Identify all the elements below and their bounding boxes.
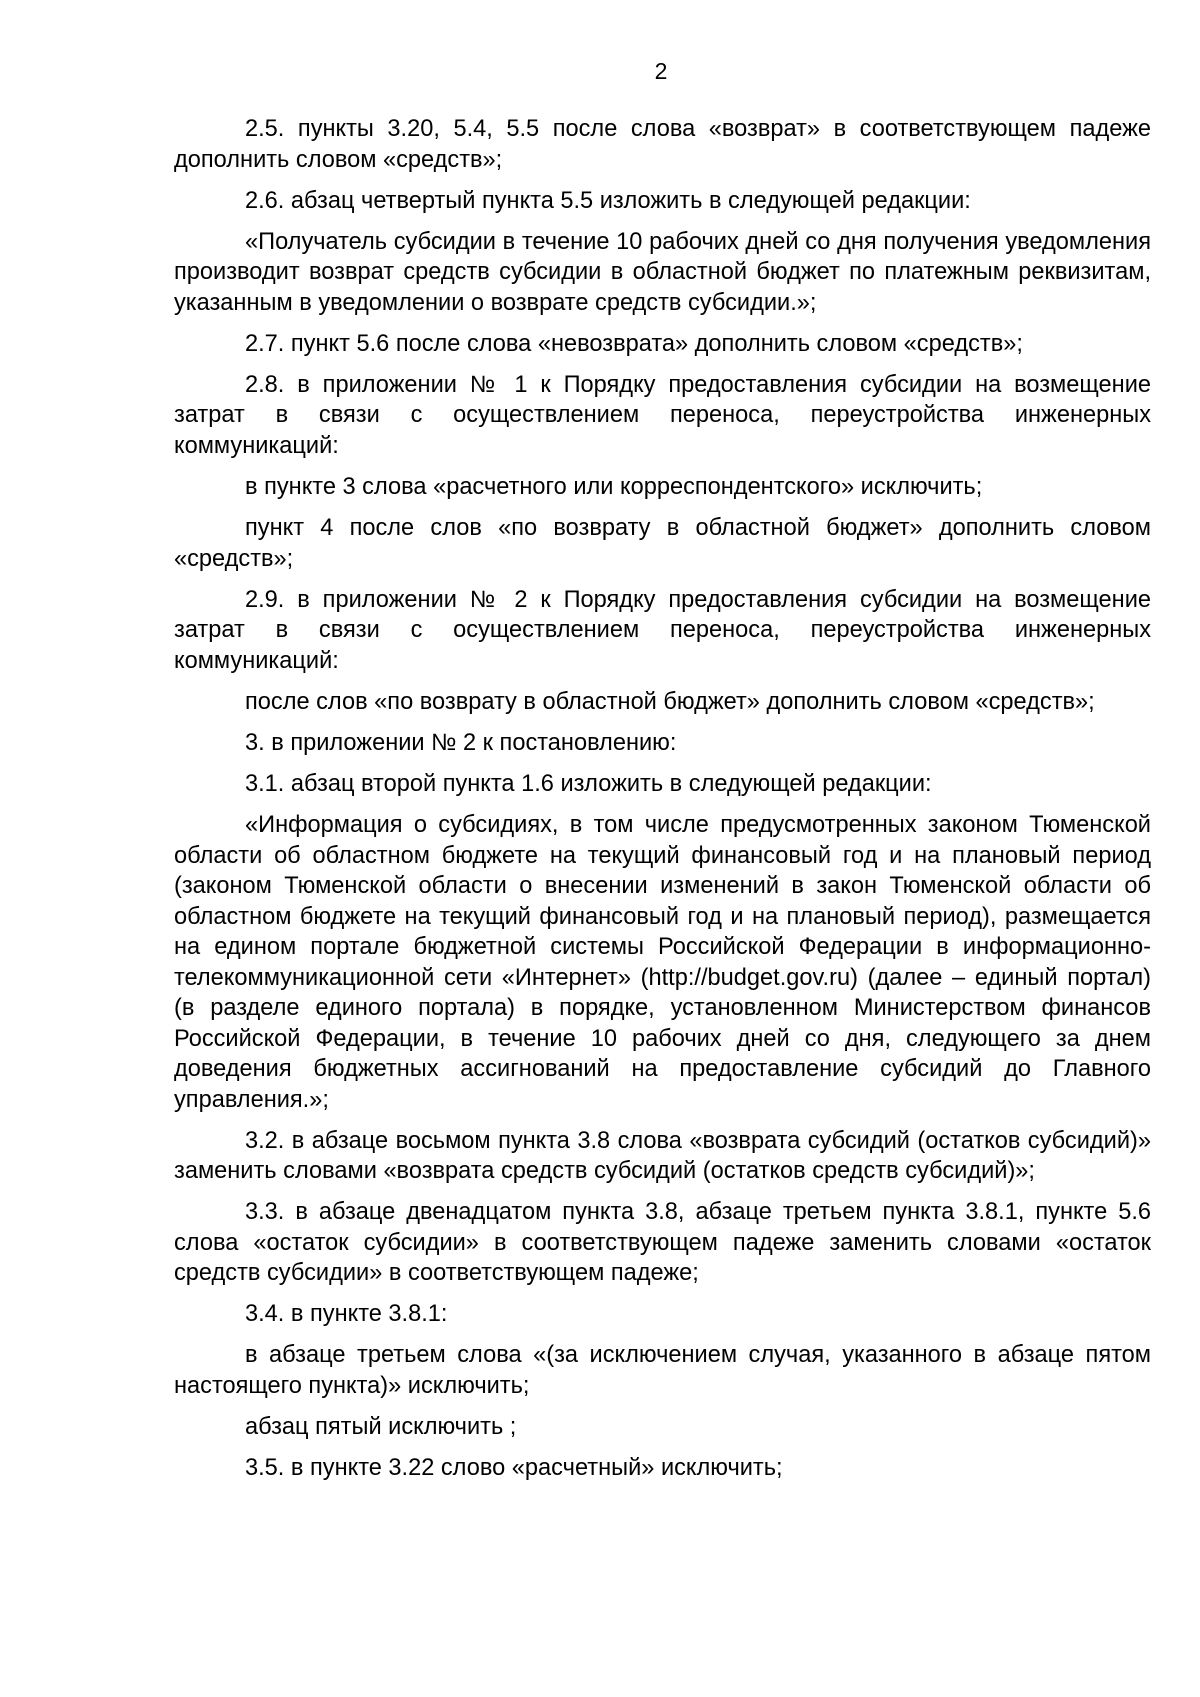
paragraph-3-4-abzac-5: абзац пятый исключить ;	[245, 1414, 517, 1440]
paragraph-2-6: 2.6. абзац четвертый пункта 5.5 изложить в следующей редакции:	[245, 187, 971, 214]
paragraph-3-4: 3.4. в пункте 3.8.1:	[245, 1301, 448, 1328]
paragraph-3-1-quote: «Информация о субсидиях, в том числе предусмотренных законом Тюменской области об областном бюджете на текущий финансовый год и на плановый период (законом Тюменской области о внесении изменений в закон Тюменской области об областном бюджете на текущий финансовый год и на плановый период), размещается на едином портале бюджетной системы Российской Федерации в информационно-телекоммуникационной сети «Интернет» (http://budget.gov.ru) (далее – единый портал) (в разделе единого портала) в порядке, установленном Министерством финансов Российской Федерации, в течение 10 рабочих дней со дня, следующего за днем доведения бюджетных ассигнований на предоставление субсидий до Главного управления.»;	[174, 812, 1151, 1113]
paragraph-2-8-item-3: в пункте 3 слова «расчетного или корреспондентского» исключить;	[245, 473, 983, 500]
document-body	[174, 114, 1151, 1484]
paragraph-3-5: 3.5. в пункте 3.22 слово «расчетный» исключить;	[245, 1455, 783, 1482]
paragraph-2-5: 2.5. пункты 3.20, 5.4, 5.5 после слова «возврат» в соответствующем падеже дополнить словом «средств»;	[174, 116, 1151, 173]
paragraph-2-8: 2.8. в приложении № 1 к Порядку предоставления субсидии на возмещение затрат в связи с осуществлением переноса, переустройства инженерных коммуникаций:	[174, 371, 1151, 459]
paragraph-3-3: 3.3. в абзаце двенадцатом пункта 3.8, абзаце третьем пункта 3.8.1, пункте 5.6 слова «остаток субсидии» в соответствующем падеже заменить словами «остаток средств субсидии» в соответствующем падеже;	[174, 1199, 1151, 1287]
paragraph-3-1: 3.1. абзац второй пункта 1.6 изложить в следующей редакции:	[245, 770, 932, 797]
page-number: 2	[654, 58, 668, 84]
paragraph-2-6-quote: «Получатель субсидии в течение 10 рабочих дней со дня получения уведомления производит возврат средств субсидии в областной бюджет по платежным реквизитам, указанным в уведомлении о возврате средств субсидии.»;	[174, 228, 1151, 316]
paragraph-2-8-item-4: пункт 4 после слов «по возврату в областной бюджет» дополнить словом «средств»;	[174, 515, 1151, 572]
paragraph-3-4-abzac-3: в абзаце третьем слова «(за исключением случая, указанного в абзаце пятом настоящего пункта)» исключить;	[174, 1342, 1151, 1399]
paragraph-3: 3. в приложении № 2 к постановлению:	[245, 729, 677, 756]
paragraph-2-7: 2.7. пункт 5.6 после слова «невозврата» дополнить словом «средств»;	[245, 330, 1023, 357]
paragraph-2-9-text: после слов «по возврату в областной бюджет» дополнить словом «средств»;	[245, 688, 1095, 715]
paragraph-3-2: 3.2. в абзаце восьмом пункта 3.8 слова «возврата субсидий (остатков субсидий)» заменить словами «возврата средств субсидий (остатков средств субсидий)»;	[174, 1127, 1151, 1185]
paragraph-2-9: 2.9. в приложении № 2 к Порядку предоставления субсидии на возмещение затрат в связи с осуществлением переноса, переустройства инженерных коммуникаций:	[174, 586, 1151, 674]
